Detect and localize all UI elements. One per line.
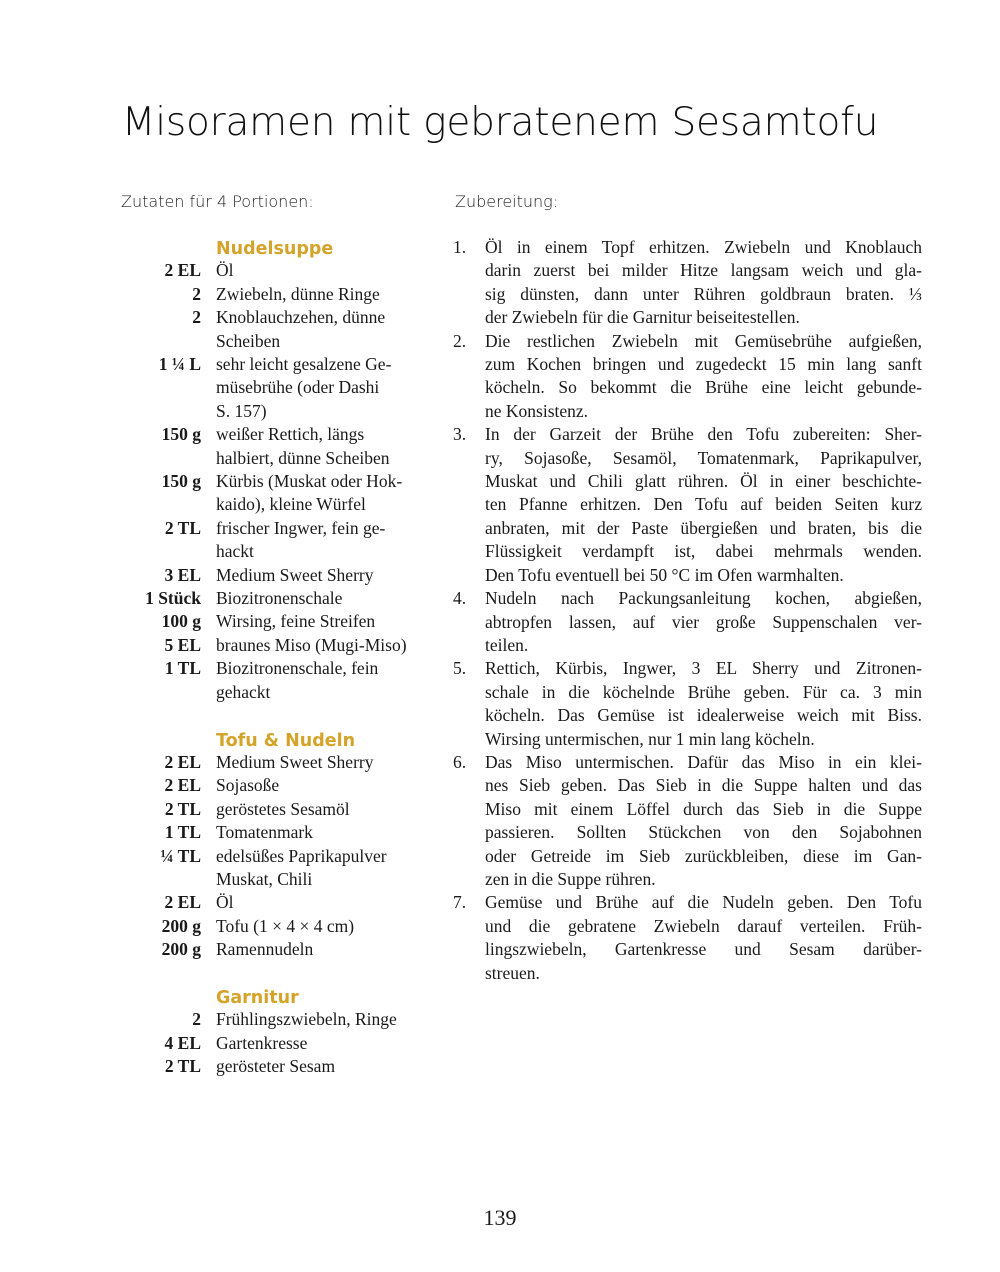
ingredient-section bbox=[100, 236, 440, 704]
ingredient-row bbox=[100, 423, 440, 470]
ingredient-quantity: 100 g bbox=[161, 611, 201, 632]
step-number: 6. bbox=[453, 751, 467, 772]
ingredient-description bbox=[216, 259, 426, 282]
ingredient-row bbox=[100, 587, 440, 610]
step-text bbox=[485, 587, 922, 657]
step-line: Wirsing untermischen, nur 1 min lang köcheln. bbox=[485, 728, 815, 749]
step-line: zen in die Suppe rühren. bbox=[485, 868, 656, 889]
step-line: und die gebratene Zwiebeln darauf verteilen. Früh- bbox=[485, 915, 922, 936]
ingredient-quantity: 2 EL bbox=[164, 260, 201, 281]
ingredient-description bbox=[216, 798, 426, 821]
ingredient-description bbox=[216, 564, 426, 587]
ingredient-description bbox=[216, 774, 426, 797]
ingredient-description bbox=[216, 1055, 426, 1078]
ingredient-line: Ramennudeln bbox=[216, 939, 314, 960]
ingredient-line: halbiert, dünne Scheiben bbox=[216, 447, 390, 468]
step-text bbox=[485, 423, 922, 587]
ingredient-line: Knoblauchzehen, dünne bbox=[216, 307, 386, 328]
step-line: schale in die köchelnde Brühe geben. Für ca. 3 min bbox=[485, 681, 922, 702]
ingredient-row bbox=[100, 938, 440, 961]
ingredient-row bbox=[100, 774, 440, 797]
ingredient-row bbox=[100, 634, 440, 657]
ingredient-quantity: 2 TL bbox=[164, 517, 201, 538]
ingredient-row bbox=[100, 1008, 440, 1031]
ingredient-row bbox=[100, 1032, 440, 1055]
step-line: sig dünsten, dann unter Rühren goldbraun braten. ⅓ bbox=[485, 283, 922, 304]
ingredient-line: gehackt bbox=[216, 681, 271, 702]
ingredient-description bbox=[216, 751, 426, 774]
ingredient-description bbox=[216, 657, 426, 704]
ingredient-description bbox=[216, 353, 426, 423]
ingredient-quantity: 2 EL bbox=[164, 775, 201, 796]
ingredient-description bbox=[216, 845, 426, 892]
step-item bbox=[453, 657, 923, 751]
ingredient-description bbox=[216, 283, 426, 306]
ingredient-row bbox=[100, 845, 440, 892]
ingredient-line: sehr leicht gesalzene Ge- bbox=[216, 354, 392, 375]
ingredient-quantity: 2 TL bbox=[164, 798, 201, 819]
section-title: Nudelsuppe bbox=[216, 239, 334, 259]
ingredient-row bbox=[100, 517, 440, 564]
ingredient-row bbox=[100, 306, 440, 353]
ingredient-line: Zwiebeln, dünne Ringe bbox=[216, 283, 380, 304]
step-number: 7. bbox=[453, 892, 467, 913]
ingredient-description bbox=[216, 891, 426, 914]
ingredient-description bbox=[216, 517, 426, 564]
ingredient-row bbox=[100, 751, 440, 774]
step-text bbox=[485, 751, 922, 891]
step-line: zum Kochen bringen und zugedeckt 15 min lang sanft bbox=[485, 354, 922, 375]
ingredient-quantity: 1 Stück bbox=[145, 588, 201, 609]
step-line: teilen. bbox=[485, 634, 529, 655]
ingredient-quantity: 5 EL bbox=[164, 634, 201, 655]
ingredient-line: frischer Ingwer, fein ge- bbox=[216, 517, 386, 538]
ingredient-quantity: ¼ TL bbox=[160, 845, 201, 866]
ingredient-line: Sojasoße bbox=[216, 775, 280, 796]
ingredient-row bbox=[100, 353, 440, 423]
step-line: passieren. Sollten Stückchen von den Sojabohnen bbox=[485, 822, 922, 843]
ingredient-description bbox=[216, 587, 426, 610]
ingredients-heading: Zutaten für 4 Portionen: bbox=[121, 192, 314, 211]
step-line: Flüssigkeit verdampft ist, dabei mehrmals wenden. bbox=[485, 541, 922, 562]
ingredient-row bbox=[100, 657, 440, 704]
step-number: 4. bbox=[453, 588, 467, 609]
step-text bbox=[485, 891, 922, 985]
step-line: abtropfen lassen, auf vier große Suppenschalen ver- bbox=[485, 611, 922, 632]
ingredient-description bbox=[216, 470, 426, 517]
ingredient-line: kaido), kleine Würfel bbox=[216, 494, 366, 515]
step-line: lingszwiebeln, Gartenkresse und Sesam darüber- bbox=[485, 939, 922, 960]
page-title: Misoramen mit gebratenem Sesamtofu bbox=[121, 100, 879, 145]
step-line: anbraten, mit der Paste übergießen und braten, bis die bbox=[485, 517, 922, 538]
ingredient-section bbox=[100, 728, 440, 962]
ingredient-row bbox=[100, 259, 440, 282]
step-item bbox=[453, 423, 923, 587]
step-line: Das Miso untermischen. Dafür das Miso in ein klei- bbox=[485, 751, 922, 772]
ingredient-quantity: 2 EL bbox=[164, 751, 201, 772]
ingredient-description bbox=[216, 915, 426, 938]
step-item bbox=[453, 587, 923, 657]
ingredient-line: S. 157) bbox=[216, 400, 267, 421]
ingredient-line: Tofu (1 × 4 × 4 cm) bbox=[216, 915, 355, 936]
ingredient-row bbox=[100, 915, 440, 938]
ingredient-row bbox=[100, 821, 440, 844]
ingredient-line: Scheiben bbox=[216, 330, 281, 351]
step-item bbox=[453, 236, 923, 330]
step-number: 3. bbox=[453, 424, 467, 445]
ingredient-description bbox=[216, 1008, 426, 1031]
ingredient-quantity: 200 g bbox=[161, 915, 201, 936]
ingredient-description bbox=[216, 306, 426, 353]
section-title: Tofu & Nudeln bbox=[216, 730, 356, 751]
ingredient-line: Wirsing, feine Streifen bbox=[216, 611, 376, 632]
page-number: 139 bbox=[483, 1205, 517, 1230]
ingredient-quantity: 150 g bbox=[161, 424, 201, 445]
step-line: Muskat und Chili glatt rühren. Öl in einer beschichte- bbox=[485, 471, 922, 492]
ingredient-row bbox=[100, 891, 440, 914]
step-line: Gemüse und Brühe auf die Nudeln geben. Den Tofu bbox=[485, 892, 922, 913]
step-line: köcheln. So bekommt die Brühe eine leicht gebunde- bbox=[485, 377, 922, 398]
step-line: Die restlichen Zwiebeln mit Gemüsebrühe aufgießen, bbox=[485, 330, 922, 351]
step-line: köcheln. Das Gemüse ist idealerweise weich mit Biss. bbox=[485, 705, 922, 726]
ingredient-quantity: 2 EL bbox=[164, 892, 201, 913]
ingredient-line: Medium Sweet Sherry bbox=[216, 751, 374, 772]
step-line: darin zuerst bei milder Hitze langsam weich und gla- bbox=[485, 260, 922, 281]
preparation-steps bbox=[453, 236, 923, 985]
ingredient-row bbox=[100, 283, 440, 306]
ingredient-description bbox=[216, 610, 426, 633]
ingredient-section bbox=[100, 985, 440, 1079]
ingredient-line: müsebrühe (oder Dashi bbox=[216, 377, 380, 398]
ingredient-line: Tomatenmark bbox=[216, 822, 313, 843]
ingredient-line: edelsüßes Paprikapulver bbox=[216, 845, 387, 866]
ingredient-description bbox=[216, 938, 426, 961]
step-line: Rettich, Kürbis, Ingwer, 3 EL Sherry und Zitronen- bbox=[485, 658, 922, 679]
ingredient-line: Muskat, Chili bbox=[216, 868, 313, 889]
step-line: Den Tofu eventuell bei 50 °C im Ofen warmhalten. bbox=[485, 564, 844, 585]
step-line: In der Garzeit der Brühe den Tofu zubereiten: Sher- bbox=[485, 424, 922, 445]
ingredient-line: weißer Rettich, längs bbox=[216, 424, 365, 445]
ingredient-quantity: 2 bbox=[192, 307, 201, 328]
ingredient-description bbox=[216, 634, 426, 657]
ingredient-description bbox=[216, 423, 426, 470]
ingredient-line: braunes Miso (Mugi-Miso) bbox=[216, 634, 407, 655]
step-item bbox=[453, 330, 923, 424]
step-line: nes Sieb geben. Das Sieb in die Suppe halten und das bbox=[485, 775, 922, 796]
ingredient-quantity: 200 g bbox=[161, 939, 201, 960]
step-line: streuen. bbox=[485, 962, 540, 983]
ingredient-row bbox=[100, 610, 440, 633]
ingredient-line: geröstetes Sesamöl bbox=[216, 798, 350, 819]
ingredient-row bbox=[100, 470, 440, 517]
step-text bbox=[485, 330, 922, 424]
ingredient-quantity: 3 EL bbox=[164, 564, 201, 585]
ingredient-quantity: 150 g bbox=[161, 471, 201, 492]
ingredient-quantity: 2 bbox=[192, 283, 201, 304]
step-item bbox=[453, 751, 923, 891]
ingredient-line: gerösteter Sesam bbox=[216, 1056, 336, 1077]
ingredient-description bbox=[216, 821, 426, 844]
ingredient-line: Frühlingszwiebeln, Ringe bbox=[216, 1009, 397, 1030]
step-item bbox=[453, 891, 923, 985]
step-text bbox=[485, 657, 922, 751]
step-line: Öl in einem Topf erhitzen. Zwiebeln und Knoblauch bbox=[485, 237, 922, 257]
step-number: 5. bbox=[453, 658, 467, 679]
ingredient-line: Kürbis (Muskat oder Hok- bbox=[216, 471, 403, 492]
ingredient-line: hackt bbox=[216, 541, 254, 562]
step-line: Nudeln nach Packungsanleitung kochen, abgießen, bbox=[485, 588, 922, 609]
ingredients-list bbox=[100, 236, 440, 1102]
preparation-heading: Zubereitung: bbox=[455, 192, 559, 211]
ingredient-line: Biozitronenschale, fein bbox=[216, 658, 379, 679]
ingredient-description bbox=[216, 1032, 426, 1055]
step-line: ten Pfanne erhitzen. Den Tofu auf beiden Seiten kurz bbox=[485, 494, 922, 515]
step-line: ne Konsistenz. bbox=[485, 400, 589, 421]
step-line: oder Getreide im Sieb zurückbleiben, diese im Gan- bbox=[485, 845, 922, 866]
step-line: ry, Sojasoße, Sesamöl, Tomatenmark, Paprikapulver, bbox=[485, 447, 922, 468]
ingredient-line: Gartenkresse bbox=[216, 1032, 308, 1053]
step-line: der Zwiebeln für die Garnitur beiseitestellen. bbox=[485, 307, 800, 328]
step-text bbox=[485, 236, 922, 330]
ingredient-quantity: 1 TL bbox=[164, 658, 201, 679]
ingredient-row bbox=[100, 564, 440, 587]
step-number: 2. bbox=[453, 330, 467, 351]
ingredient-line: Öl bbox=[216, 260, 234, 281]
ingredient-line: Öl bbox=[216, 892, 234, 913]
ingredient-line: Medium Sweet Sherry bbox=[216, 564, 374, 585]
ingredient-quantity: 2 TL bbox=[164, 1056, 201, 1077]
ingredient-quantity: 4 EL bbox=[164, 1032, 201, 1053]
step-number: 1. bbox=[453, 237, 467, 257]
step-line: Miso mit einem Löffel durch das Sieb in die Suppe bbox=[485, 798, 922, 819]
ingredient-line: Biozitronenschale bbox=[216, 588, 343, 609]
ingredient-row bbox=[100, 1055, 440, 1078]
ingredient-quantity: 2 bbox=[192, 1009, 201, 1030]
section-title: Garnitur bbox=[216, 987, 299, 1008]
ingredient-quantity: 1 TL bbox=[164, 822, 201, 843]
ingredient-row bbox=[100, 798, 440, 821]
ingredient-quantity: 1 ¼ L bbox=[158, 354, 201, 375]
